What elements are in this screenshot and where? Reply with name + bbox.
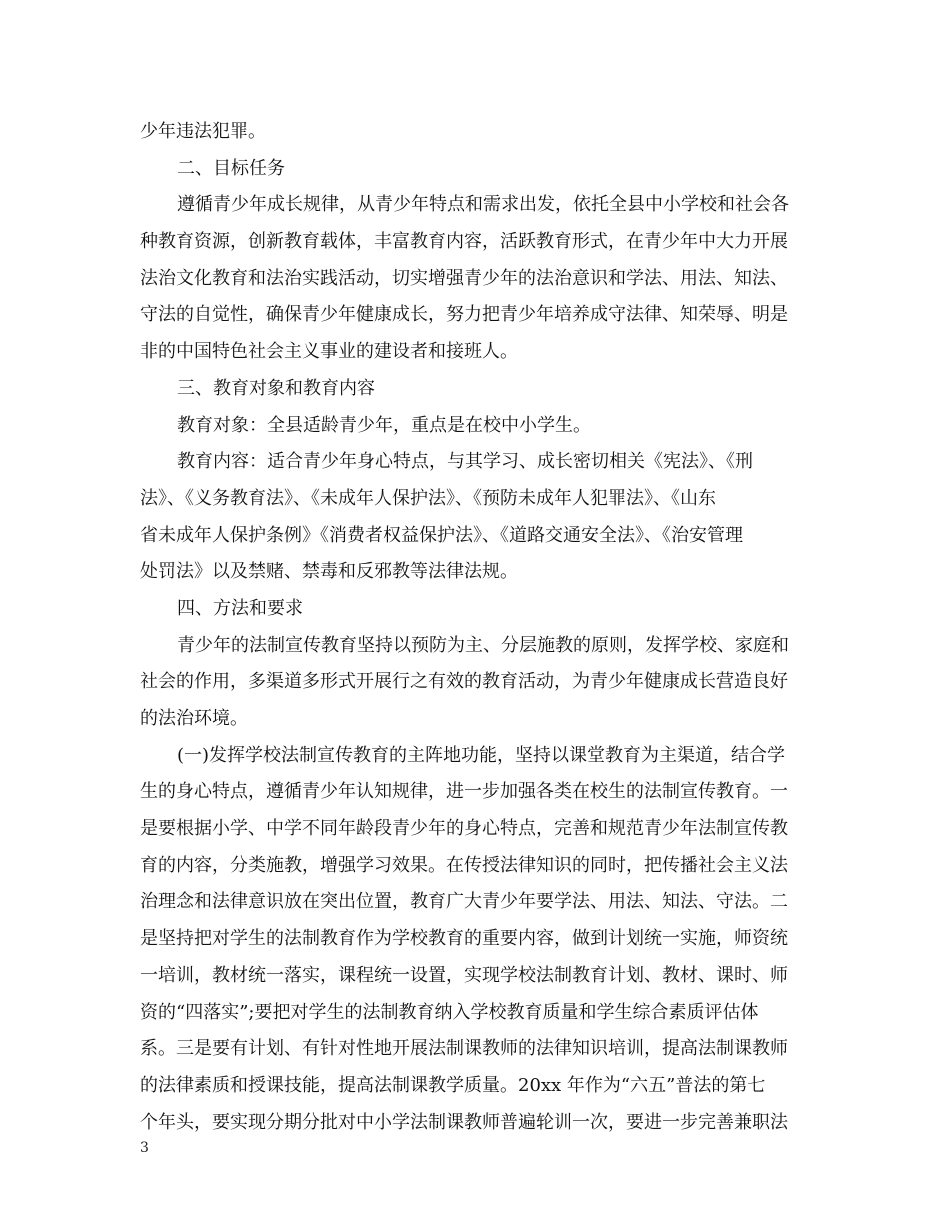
- text-line: 育的内容，分类施教，增强学习效果。在传授法律知识的同时，把传播社会主义法: [140, 854, 788, 876]
- text-line: 一培训，教材统一落实，课程统一设置，实现学校法制教育计划、教材、课时、师: [140, 964, 788, 986]
- page-number: 3: [140, 1140, 149, 1156]
- text-line: 社会的作用，多渠道多形式开展行之有效的教育活动，为青少年健康成长营造良好: [140, 671, 788, 693]
- text-line: 非的中国特色社会主义事业的建设者和接班人。: [140, 341, 518, 363]
- text-line: 是要根据小学、中学不同年龄段青少年的身心特点，完善和规范青少年法制宣传教: [140, 818, 788, 840]
- text-line: 法治文化教育和法治实践活动，切实增强青少年的法治意识和学法、用法、知法、: [140, 267, 788, 289]
- text-line: 少年违法犯罪。: [140, 121, 266, 142]
- text-line: 法》、《义务教育法》、《未成年人保护法》、《预防未成年人犯罪法》、《山东: [140, 487, 716, 509]
- section-heading: 四、方法和要求: [177, 597, 303, 619]
- text-line: 种教育资源，创新教育载体，丰富教育内容，活跃教育形式，在青少年中大力开展: [140, 231, 788, 253]
- text-line: 守法的自觉性，确保青少年健康成长，努力把青少年培养成守法律、知荣辱、明是: [140, 304, 788, 326]
- text-line: 的法治环境。: [140, 708, 248, 729]
- text-line: 的法律素质和授课技能，提高法制课教学质量。20xx 年作为“六五”普法的第七: [140, 1074, 766, 1096]
- text-line: 系。三是要有计划、有针对性地开展法制课教师的法律知识培训，提高法制课教师: [140, 1038, 788, 1060]
- text-line: 生的身心特点，遵循青少年认知规律，进一步加强各类在校生的法制宣传教育。一: [140, 781, 788, 803]
- text-line: 省未成年人保护条例》《消费者权益保护法》、《道路交通安全法》、《治安管理: [140, 524, 743, 546]
- text-line: 教育对象：全县适龄青少年，重点是在校中小学生。: [177, 414, 591, 436]
- text-line: 教育内容：适合青少年身心特点，与其学习、成长密切相关《宪法》、《刑: [177, 451, 753, 473]
- text-line: 治理念和法律意识放在突出位置，教育广大青少年要学法、用法、知法、守法。二: [140, 891, 788, 913]
- section-heading: 二、目标任务: [177, 157, 285, 179]
- text-line: 资的“四落实”;要把对学生的法制教育纳入学校教育质量和学生综合素质评估体: [140, 1001, 759, 1023]
- text-line: 是坚持把对学生的法制教育作为学校教育的重要内容，做到计划统一实施，师资统: [140, 928, 788, 950]
- text-line: 遵循青少年成长规律，从青少年特点和需求出发，依托全县中小学校和社会各: [177, 194, 789, 216]
- text-line: 青少年的法制宣传教育坚持以预防为主、分层施教的原则，发挥学校、家庭和: [177, 634, 789, 656]
- section-heading: 三、教育对象和教育内容: [177, 377, 375, 399]
- text-line: 个年头，要实现分期分批对中小学法制课教师普遍轮训一次，要进一步完善兼职法: [140, 1111, 788, 1133]
- text-line: 处罚法》以及禁赌、禁毒和反邪教等法律法规。: [140, 561, 518, 583]
- document-body: [140, 114, 812, 1141]
- text-line: (一)发挥学校法制宣传教育的主阵地功能，坚持以课堂教育为主渠道，结合学: [177, 744, 786, 766]
